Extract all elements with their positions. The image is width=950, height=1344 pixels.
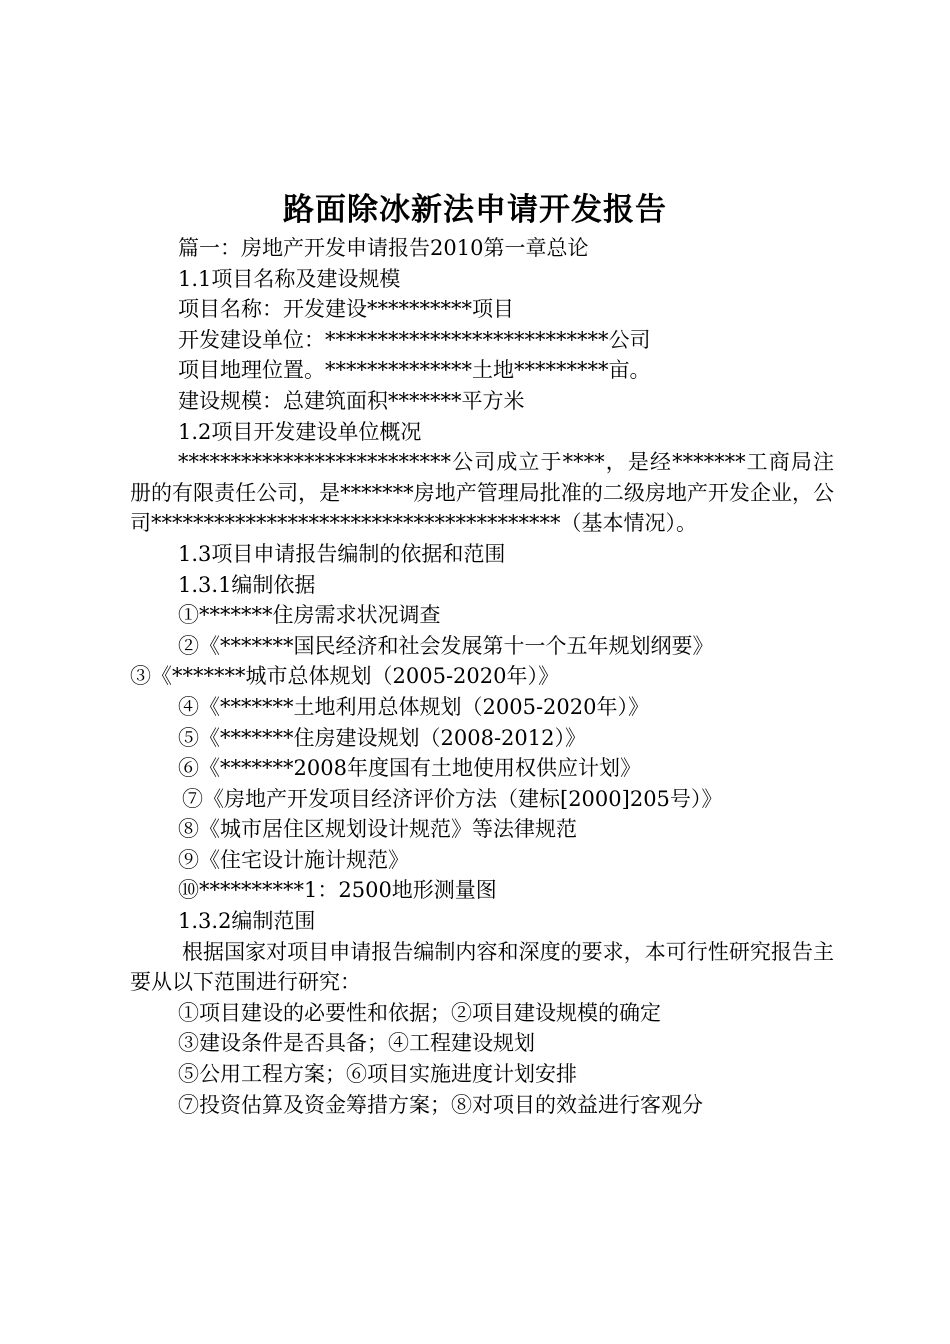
list-item: ③建设条件是否具备；④工程建设规划	[178, 1031, 535, 1056]
paragraph: **************************公司成立于****，是经*******工商局注册的有限责任公司，是*******房地产管理局批准的二级房地产开发企业，公司***************************************（基本情况）。	[130, 450, 834, 536]
list-item: ①项目建设的必要性和依据；②项目建设规模的确定	[178, 1000, 661, 1025]
list-item: ①*******住房需求状况调查	[178, 603, 441, 628]
document-title: 路面除冰新法申请开发报告	[283, 192, 667, 228]
section-heading: 1.3项目申请报告编制的依据和范围	[178, 541, 506, 566]
list-item: ②《*******国民经济和社会发展第十一个五年规划纲要》	[178, 633, 714, 658]
paragraph: 建设规模：总建筑面积*******平方米	[178, 388, 525, 413]
list-item: ③《*******城市总体规划（2005-2020年）》	[130, 664, 559, 689]
list-item: ⑥《*******2008年度国有土地使用权供应计划》	[178, 756, 641, 781]
list-item: ⑧《城市居住区规划设计规范》等法律规范	[178, 817, 577, 842]
section-heading: 1.3.2编制范围	[178, 909, 316, 934]
paragraph: 篇一：房地产开发申请报告2010第一章总论	[178, 236, 589, 260]
paragraph: 项目地理位置。**************土地*********亩。	[178, 358, 651, 383]
section-heading: 1.1项目名称及建设规模	[178, 266, 401, 291]
list-item: ⑦《房地产开发项目经济评价方法（建标[2000]205号）》	[182, 786, 723, 811]
section-heading: 1.3.1编制依据	[178, 572, 316, 597]
list-item: ⑨《住宅设计施计规范》	[178, 847, 409, 872]
list-item: ④《*******土地利用总体规划（2005-2020年）》	[178, 694, 649, 719]
document-body	[130, 233, 834, 1120]
list-item: ⑤《*******住房建设规划（2008-2012）》	[178, 725, 586, 750]
list-item: ⑤公用工程方案；⑥项目实施进度计划安排	[178, 1062, 577, 1087]
section-heading: 1.2项目开发建设单位概况	[178, 419, 422, 444]
list-item: ⑦投资估算及资金筹措方案；⑧对项目的效益进行客观分	[178, 1092, 703, 1117]
paragraph: 开发建设单位：***************************公司	[178, 327, 651, 352]
list-item: ⑩**********1：2500地形测量图	[178, 878, 497, 903]
paragraph: 根据国家对项目申请报告编制内容和深度的要求，本可行性研究报告主要从以下范围进行研究：	[130, 939, 834, 995]
paragraph: 项目名称：开发建设**********项目	[178, 297, 514, 322]
